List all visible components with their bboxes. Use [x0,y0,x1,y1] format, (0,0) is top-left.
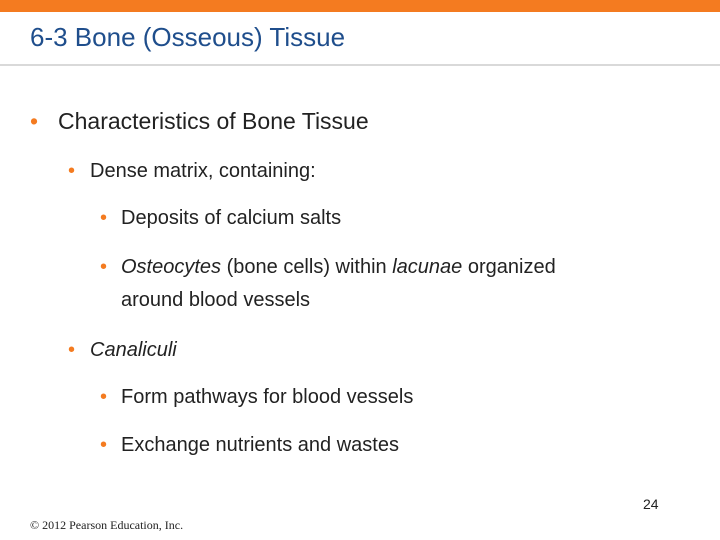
page-number: 24 [643,496,659,512]
bullet-form-pathways: Form pathways for blood vessels [121,386,414,408]
bullet-icon: • [100,256,108,278]
bullet-icon: • [68,339,76,361]
bullet-icon: • [100,386,108,408]
bullet-icon: • [68,160,76,182]
bullet-icon: • [100,434,108,456]
copyright-notice: © 2012 Pearson Education, Inc. [30,518,184,532]
slide-title: 6-3 Bone (Osseous) Tissue [30,22,346,52]
bullet-dense-matrix: Dense matrix, containing: [90,160,316,182]
bullet-osteocytes-line2: around blood vessels [121,289,311,311]
bullet-icon: • [100,207,108,229]
term-osteocytes: Osteocytes [121,256,222,278]
bullet-canaliculi: Canaliculi [90,339,177,361]
top-accent-bar [0,0,720,12]
bullet-characteristics: Characteristics of Bone Tissue [58,108,369,134]
term-lacunae: lacunae [392,256,463,278]
bullet-icon: • [30,108,39,134]
title-divider [0,64,720,66]
bullet-osteocytes [121,256,556,279]
bullet-exchange-nutrients: Exchange nutrients and wastes [121,434,399,456]
bullet-calcium-salts: Deposits of calcium salts [121,207,342,229]
osteocytes-text-2: organized [462,256,556,278]
osteocytes-text-1: (bone cells) within [221,256,393,278]
